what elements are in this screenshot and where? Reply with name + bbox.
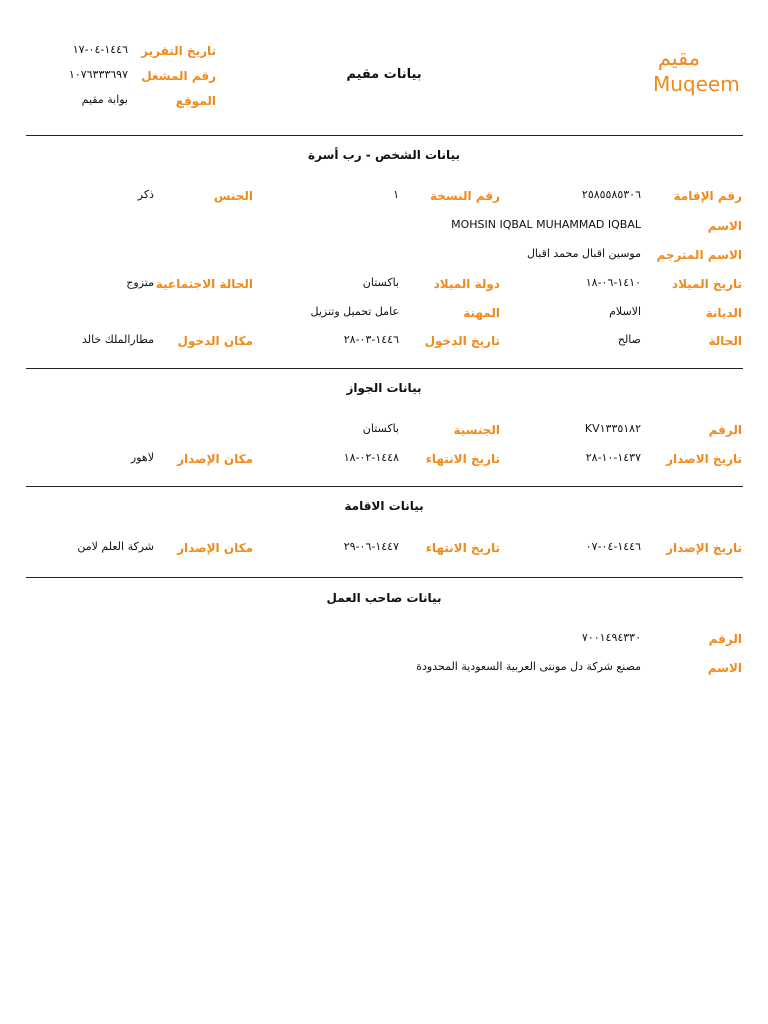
employer-number-value: ٧٠٠١٤٩٤٣٣٠ (581, 631, 641, 644)
employer-number-label: الرقم (708, 632, 742, 646)
iqama-issue-date-value: ١٤٤٦-٠٤-٠٧ (585, 540, 641, 553)
passport-section-title: بيانات الجواز (346, 381, 422, 395)
religion-label: الديانة (705, 306, 742, 320)
status-value: صالح (617, 333, 641, 346)
report-date-value: ١٤٤٦-٠٤-١٧ (72, 43, 128, 56)
translated-name-value: موسين اقبال محمد اقبال (526, 247, 641, 260)
site-label: الموقع (175, 94, 216, 108)
marital-status-label: الحالة الاجتماعية (155, 277, 253, 291)
name-value: MOHSIN IQBAL MUHAMMAD IQBAL (451, 218, 641, 231)
passport-issue-place-value: لاهور (130, 451, 154, 464)
divider (26, 135, 743, 136)
birth-date-value: ١٤١٠-٠٦-١٨ (585, 276, 641, 289)
iqama-expiry-label: تاريخ الانتهاء (425, 541, 500, 555)
iqama-issue-place-label: مكان الإصدار (177, 541, 253, 555)
marital-status-value: متزوج (126, 276, 154, 289)
iqama-expiry-value: ١٤٤٧-٠٦-٢٩ (343, 540, 399, 553)
gender-label: الجنس (213, 189, 253, 203)
iqama-issue-date-label: تاريخ الإصدار (666, 541, 742, 555)
report-date-label: تاريخ التقرير (141, 44, 216, 58)
religion-value: الاسلام (609, 305, 641, 318)
copy-number-value: ١ (393, 188, 399, 201)
iqama-number-value: ٢٥٨٥٥٨٥٣٠٦ (581, 188, 641, 201)
entry-date-value: ١٤٤٦-٠٣-٢٨ (343, 333, 399, 346)
nationality-label: الجنسية (453, 423, 500, 437)
birth-country-label: دولة الميلاد (433, 277, 500, 291)
passport-issue-date-value: ١٤٣٧-١٠-٢٨ (585, 451, 641, 464)
operator-number-value: ١٠٧٦٣٣٣٦٩٧ (68, 68, 128, 81)
passport-expiry-label: تاريخ الانتهاء (425, 452, 500, 466)
name-label: الاسم (707, 219, 742, 233)
iqama-number-label: رقم الإقامة (673, 189, 742, 203)
site-value: بوابة مقيم (81, 93, 128, 106)
copy-number-label: رقم النسخة (429, 189, 500, 203)
operator-number-label: رقم المشغل (141, 69, 216, 83)
entry-place-label: مكان الدخول (177, 334, 253, 348)
entry-date-label: تاريخ الدخول (424, 334, 500, 348)
gender-value: ذكر (137, 188, 154, 201)
nationality-value: باكستان (362, 422, 399, 435)
divider (26, 368, 743, 369)
passport-issue-date-label: تاريخ الاصدار (666, 452, 742, 466)
translated-name-label: الاسم المترجم (656, 248, 742, 262)
iqama-issue-place-value: شركة العلم لامن (77, 540, 154, 553)
status-label: الحالة (708, 334, 742, 348)
page-title: بيانات مقيم (346, 67, 422, 82)
passport-number-label: الرقم (708, 423, 742, 437)
iqama-section-title: بيانات الاقامة (344, 499, 424, 513)
employer-name-label: الاسم (707, 661, 742, 675)
birth-date-label: تاريخ الميلاد (671, 277, 742, 291)
person-section-title: بيانات الشخص - رب أسرة (308, 148, 460, 162)
employer-name-value: مصنع شركة دل مونتى العربية السعودية المحدودة (416, 660, 641, 673)
job-label: المهنة (463, 306, 500, 320)
job-value: عامل تحميل وتنزيل (310, 305, 399, 318)
logo-arabic: مقيم (657, 46, 700, 70)
passport-number-value: KV١٣٣٥١٨٢ (584, 422, 641, 435)
divider (26, 577, 743, 578)
birth-country-value: باكستان (362, 276, 399, 289)
passport-issue-place-label: مكان الإصدار (177, 452, 253, 466)
employer-section-title: بيانات صاحب العمل (326, 591, 442, 605)
passport-expiry-value: ١٤٤٨-٠٢-١٨ (343, 451, 399, 464)
entry-place-value: مطارالملك خالد (81, 333, 154, 346)
logo-english: Muqeem (653, 72, 740, 96)
divider (26, 486, 743, 487)
